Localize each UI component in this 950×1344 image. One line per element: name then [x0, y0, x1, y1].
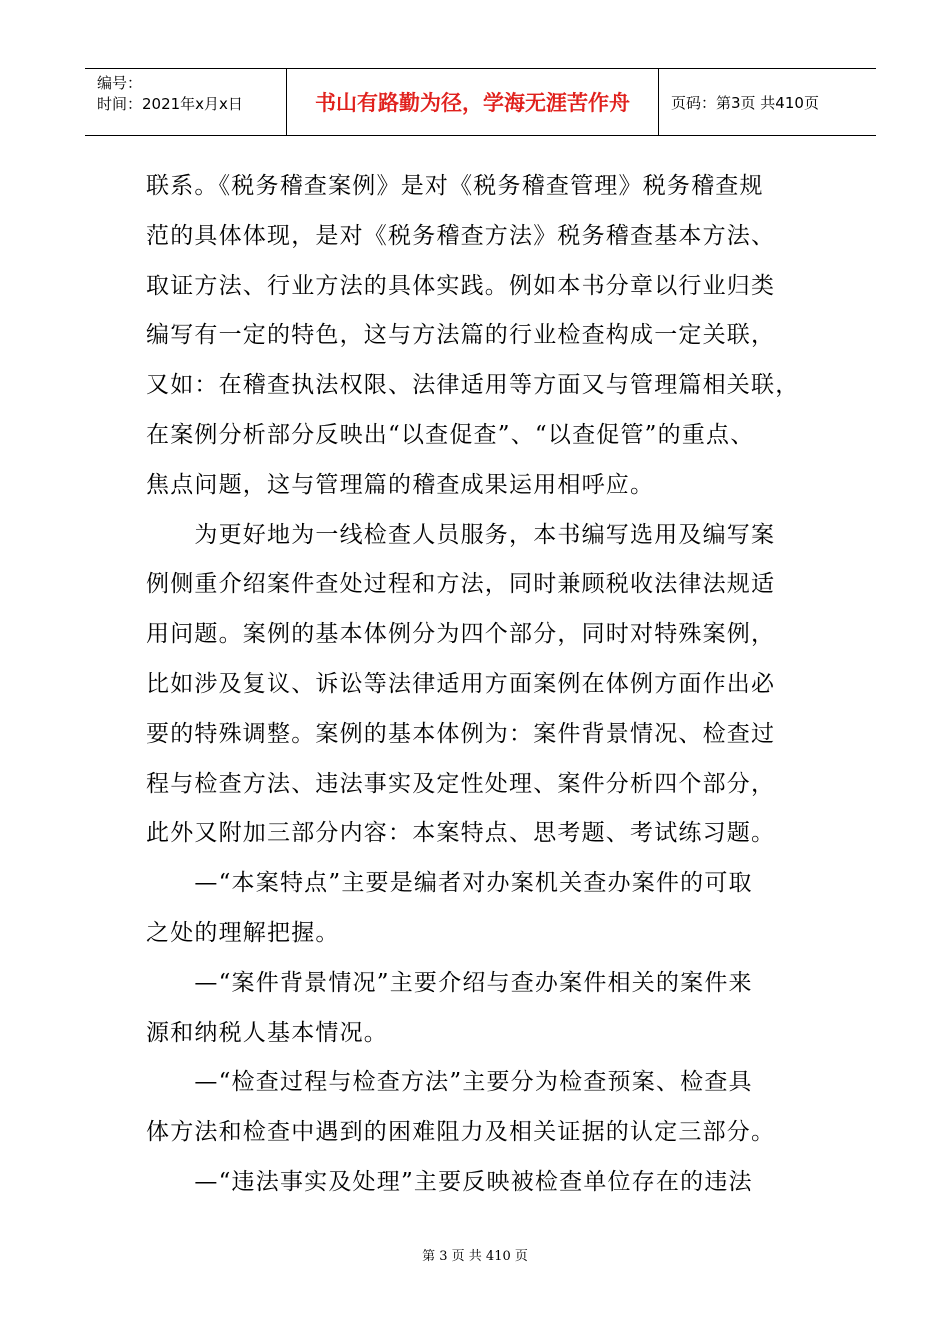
text-line: 为更好地为一线检查人员服务，本书编写选用及编写案 — [146, 521, 776, 548]
text-line: 取证方法、行业方法的具体实践。例如本书分章以行业归类 — [146, 272, 776, 299]
text-line: 比如涉及复议、诉讼等法律适用方面案例在体例方面作出必 — [146, 670, 776, 697]
text-line: 之处的理解把握。 — [146, 919, 340, 946]
text-line: 体方法和检查中遇到的困难阻力及相关证据的认定三部分。 — [146, 1119, 776, 1146]
text-line: 焦点问题，这与管理篇的稽查成果运用相呼应。 — [146, 471, 655, 498]
motto-text: 书山有路勤为径，学海无涯苦作舟 — [315, 91, 630, 115]
text-line: 用问题。案例的基本体例分为四个部分，同时对特殊案例， — [146, 621, 776, 648]
number-label: 编号： — [97, 74, 143, 92]
text-line: 在案例分析部分反映出“以查促查”、“以查促管”的重点、 — [146, 421, 755, 448]
text-line: —“检查过程与检查方法”主要分为检查预案、检查具 — [146, 1069, 753, 1096]
text-line: 源和纳税人基本情况。 — [146, 1019, 388, 1046]
text-line: 例侧重介绍案件查处过程和方法，同时兼顾税收法律法规适 — [146, 571, 776, 598]
header-table — [85, 68, 876, 136]
page-number-cell — [659, 69, 876, 135]
body-text — [146, 162, 826, 1208]
text-line: —“本案特点”主要是编者对办案机关查办案件的可取 — [146, 870, 753, 897]
text-line: —“案件背景情况”主要介绍与查办案件相关的案件来 — [146, 969, 753, 996]
text-line: —“违法事实及处理”主要反映被检查单位存在的违法 — [146, 1168, 753, 1195]
motto-cell — [287, 69, 659, 135]
time-label: 时间：2021年x月x日 — [97, 95, 243, 113]
text-line: 编写有一定的特色，这与方法篇的行业检查构成一定关联， — [146, 322, 776, 349]
text-line: 范的具体体现，是对《税务稽查方法》税务稽查基本方法、 — [146, 222, 776, 249]
text-line: 要的特殊调整。案例的基本体例为：案件背景情况、检查过 — [146, 720, 776, 747]
text-line: 程与检查方法、违法事实及定性处理、案件分析四个部分， — [146, 770, 776, 797]
text-line: 联系。《税务稽查案例》是对《税务稽查管理》税务稽查规 — [146, 173, 764, 199]
footer-page-number: 第 3 页 共 410 页 — [422, 1249, 528, 1264]
text-line: 此外又附加三部分内容：本案特点、思考题、考试练习题。 — [146, 820, 776, 847]
page-number-label: 页码：第3页 共410页 — [671, 93, 819, 112]
header-meta-cell — [85, 69, 287, 135]
text-line: 又如：在稽查执法权限、法律适用等方面又与管理篇相关联， — [146, 372, 800, 399]
page-footer — [0, 1245, 950, 1264]
